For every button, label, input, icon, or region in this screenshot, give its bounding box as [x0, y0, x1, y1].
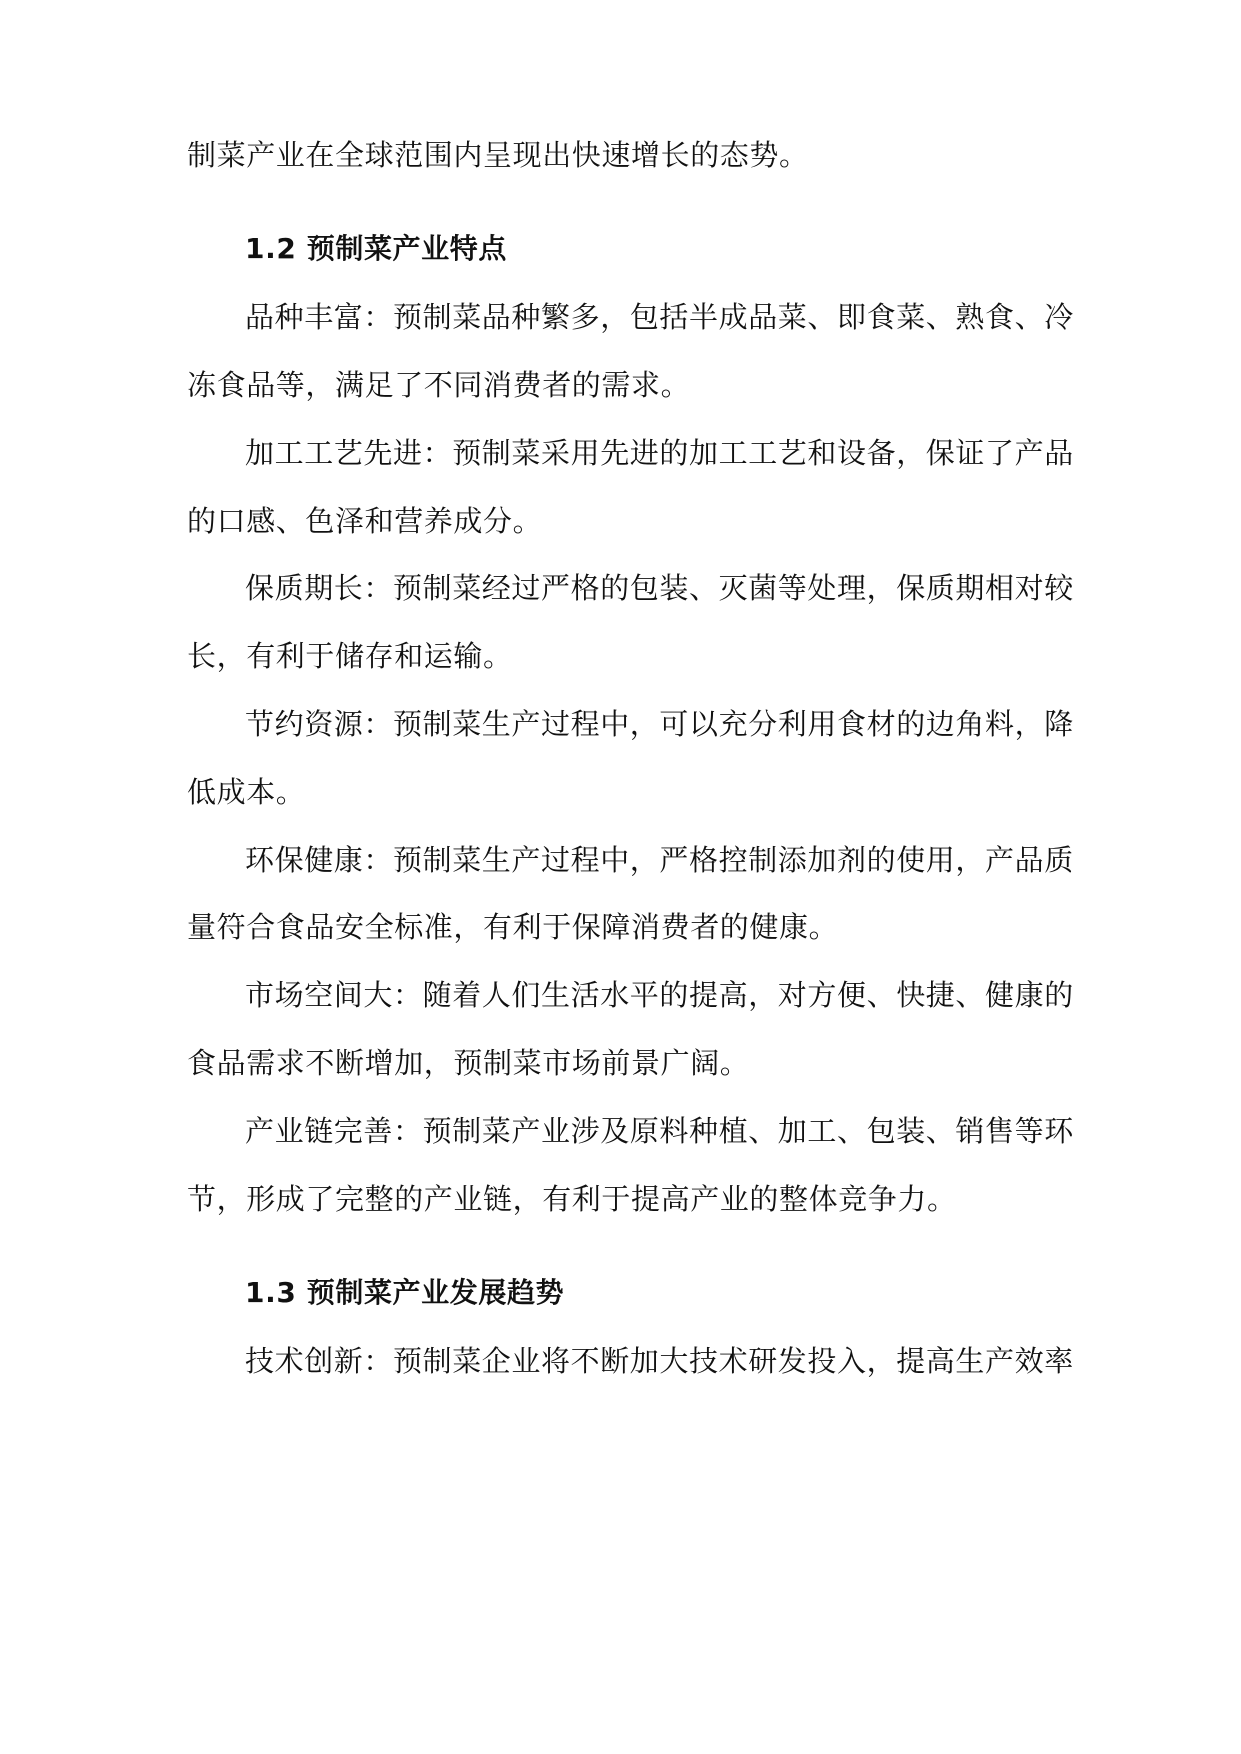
paragraph-eco-health-line2: 量符合食品安全标准，有利于保障消费者的健康。 — [187, 910, 839, 944]
section-heading-1-2: 1.2 预制菜产业特点 — [245, 232, 507, 265]
paragraph-shelf-life-line2: 长，有利于储存和运输。 — [187, 639, 513, 673]
paragraph-resources-line2: 低成本。 — [187, 775, 306, 809]
paragraph-chain-line1: 产业链完善：预制菜产业涉及原料种植、加工、包装、销售等环 — [245, 1114, 1074, 1148]
paragraph-tech-innovation-line1: 技术创新：预制菜企业将不断加大技术研发投入，提高生产效率 — [245, 1344, 1074, 1378]
paragraph-process-line2: 的口感、色泽和营养成分。 — [187, 504, 543, 538]
paragraph-chain-line2: 节，形成了完整的产业链，有利于提高产业的整体竞争力。 — [187, 1182, 957, 1216]
section-heading-1-3: 1.3 预制菜产业发展趋势 — [245, 1276, 565, 1309]
paragraph-market-line2: 食品需求不断增加，预制菜市场前景广阔。 — [187, 1046, 750, 1080]
paragraph-variety-line1: 品种丰富：预制菜品种繁多，包括半成品菜、即食菜、熟食、冷 — [245, 300, 1074, 334]
paragraph-shelf-life-line1: 保质期长：预制菜经过严格的包装、灭菌等处理，保质期相对较 — [245, 571, 1074, 605]
paragraph-resources-line1: 节约资源：预制菜生产过程中，可以充分利用食材的边角料，降 — [245, 707, 1074, 741]
paragraph-market-line1: 市场空间大：随着人们生活水平的提高，对方便、快捷、健康的 — [245, 978, 1074, 1012]
paragraph-variety-line2: 冻食品等，满足了不同消费者的需求。 — [187, 368, 691, 402]
document-page — [187, 0, 1074, 1754]
continuation-line: 制菜产业在全球范围内呈现出快速增长的态势。 — [187, 138, 809, 172]
paragraph-eco-health-line1: 环保健康：预制菜生产过程中，严格控制添加剂的使用，产品质 — [245, 843, 1074, 877]
paragraph-process-line1: 加工工艺先进：预制菜采用先进的加工工艺和设备，保证了产品 — [245, 436, 1074, 470]
